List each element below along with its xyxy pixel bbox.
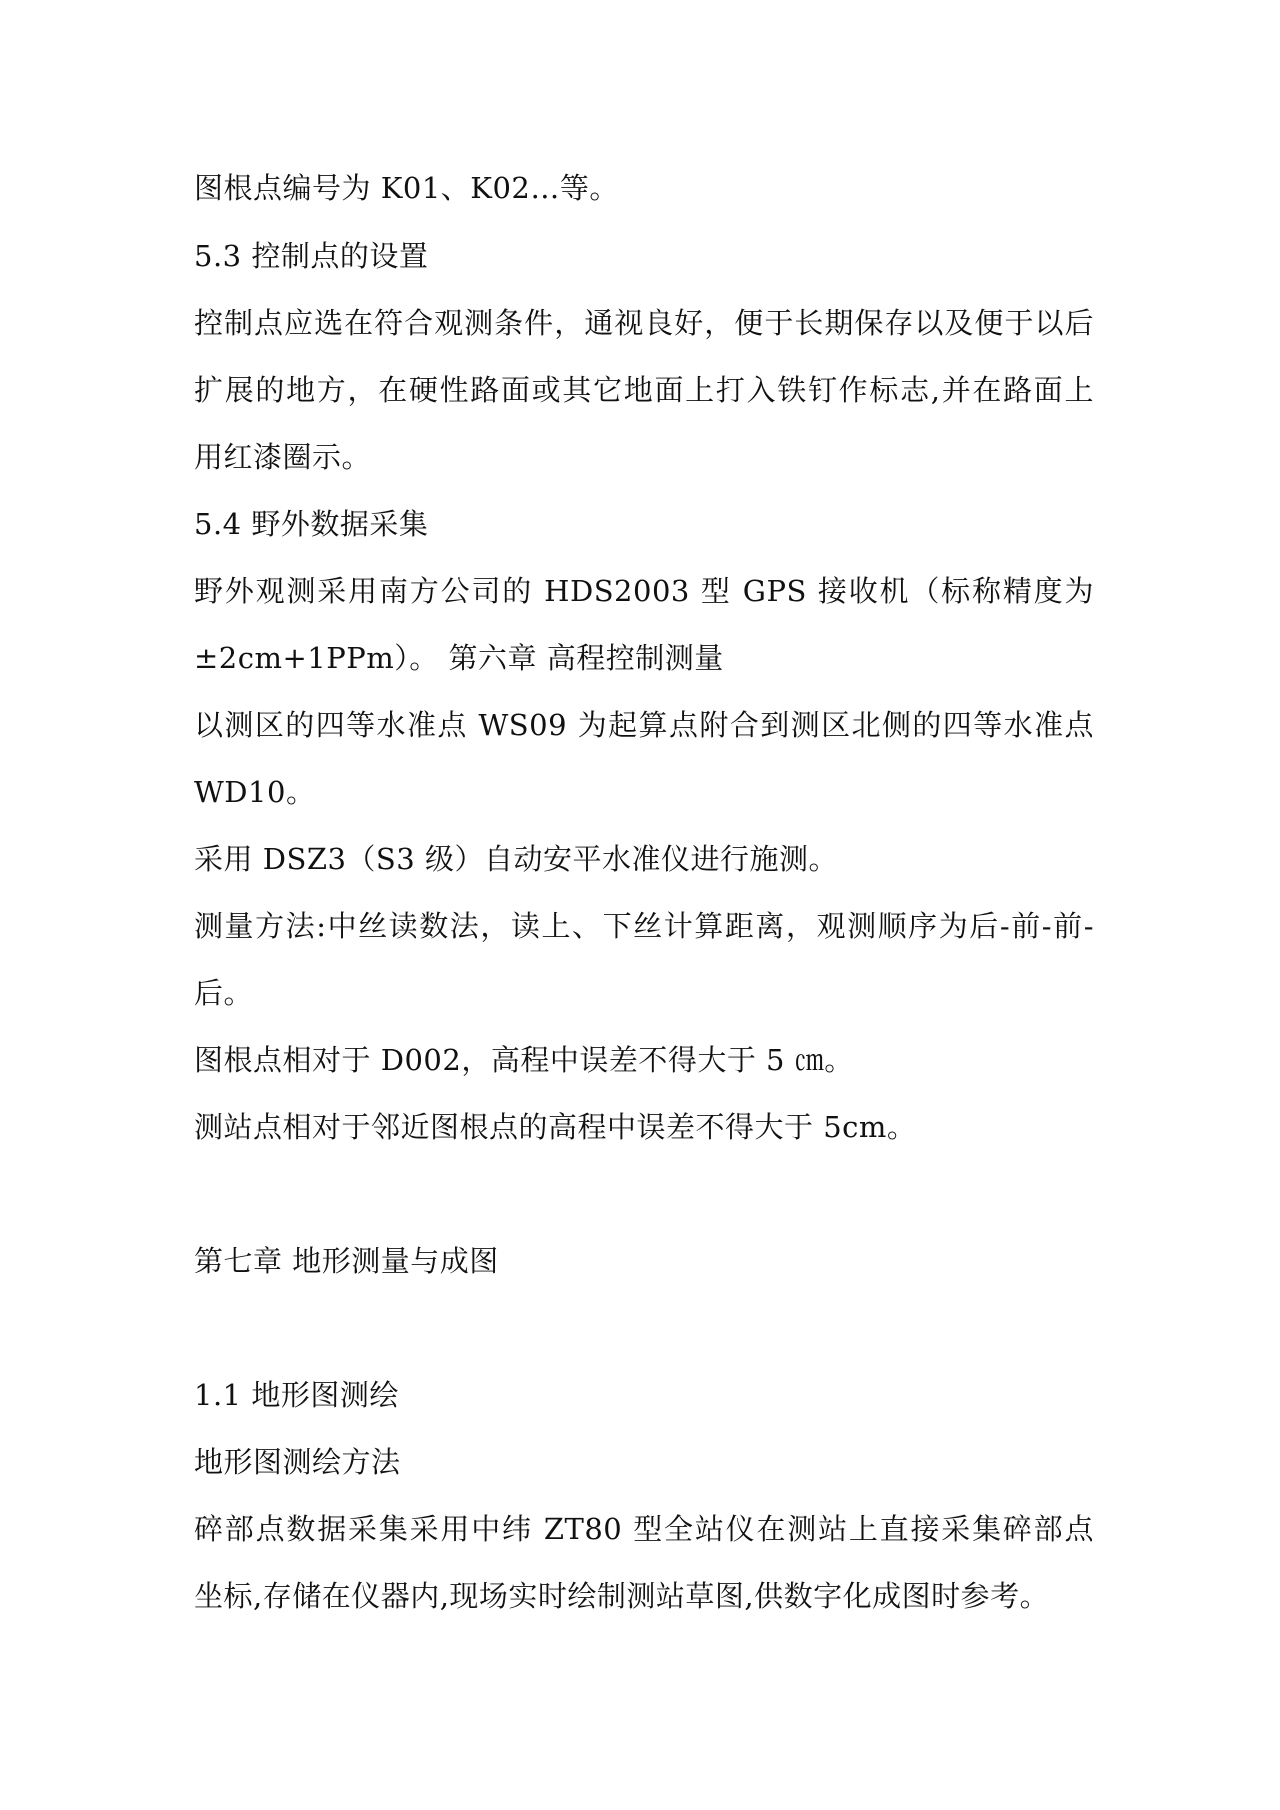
text-line: 野外观测采用南方公司的 HDS2003 型 GPS 接收机（标称精度为 bbox=[194, 574, 1094, 608]
text-line: 用红漆圈示。 bbox=[194, 440, 372, 474]
text-line: 后。 bbox=[194, 976, 254, 1010]
text-line: WD10。 bbox=[194, 775, 316, 809]
section-heading-5-3: 5.3 控制点的设置 bbox=[194, 239, 429, 273]
text-line: 采用 DSZ3（S3 级）自动安平水准仪进行施测。 bbox=[194, 842, 838, 876]
text-line: 以测区的四等水准点 WS09 为起算点附合到测区北侧的四等水准点 bbox=[194, 708, 1094, 742]
text-line: 坐标,存储在仪器内,现场实时绘制测站草图,供数字化成图时参考。 bbox=[194, 1579, 1050, 1613]
text-line: 碎部点数据采集采用中纬 ZT80 型全站仪在测站上直接采集碎部点 bbox=[194, 1512, 1094, 1546]
section-heading-5-4: 5.4 野外数据采集 bbox=[194, 507, 429, 541]
subsection-heading: 地形图测绘方法 bbox=[194, 1445, 401, 1479]
text-line: 扩展的地方，在硬性路面或其它地面上打入铁钉作标志,并在路面上 bbox=[194, 373, 1094, 407]
text-line: 控制点应选在符合观测条件，通视良好，便于长期保存以及便于以后 bbox=[194, 306, 1094, 340]
text-line-id-numbering: 图根点编号为 K01、K02…等。 bbox=[194, 171, 619, 205]
text-line: 测量方法:中丝读数法，读上、下丝计算距离，观测顺序为后-前-前- bbox=[194, 909, 1094, 943]
section-heading-1-1: 1.1 地形图测绘 bbox=[194, 1378, 399, 1412]
text-line: 测站点相对于邻近图根点的高程中误差不得大于 5cm。 bbox=[194, 1110, 917, 1144]
text-line: 图根点相对于 D002，高程中误差不得大于 5 ㎝。 bbox=[194, 1043, 854, 1077]
chapter-heading-seven: 第七章 地形测量与成图 bbox=[194, 1244, 499, 1278]
text-line-chapter-six: ±2cm+1PPm）。 第六章 高程控制测量 bbox=[194, 641, 724, 675]
